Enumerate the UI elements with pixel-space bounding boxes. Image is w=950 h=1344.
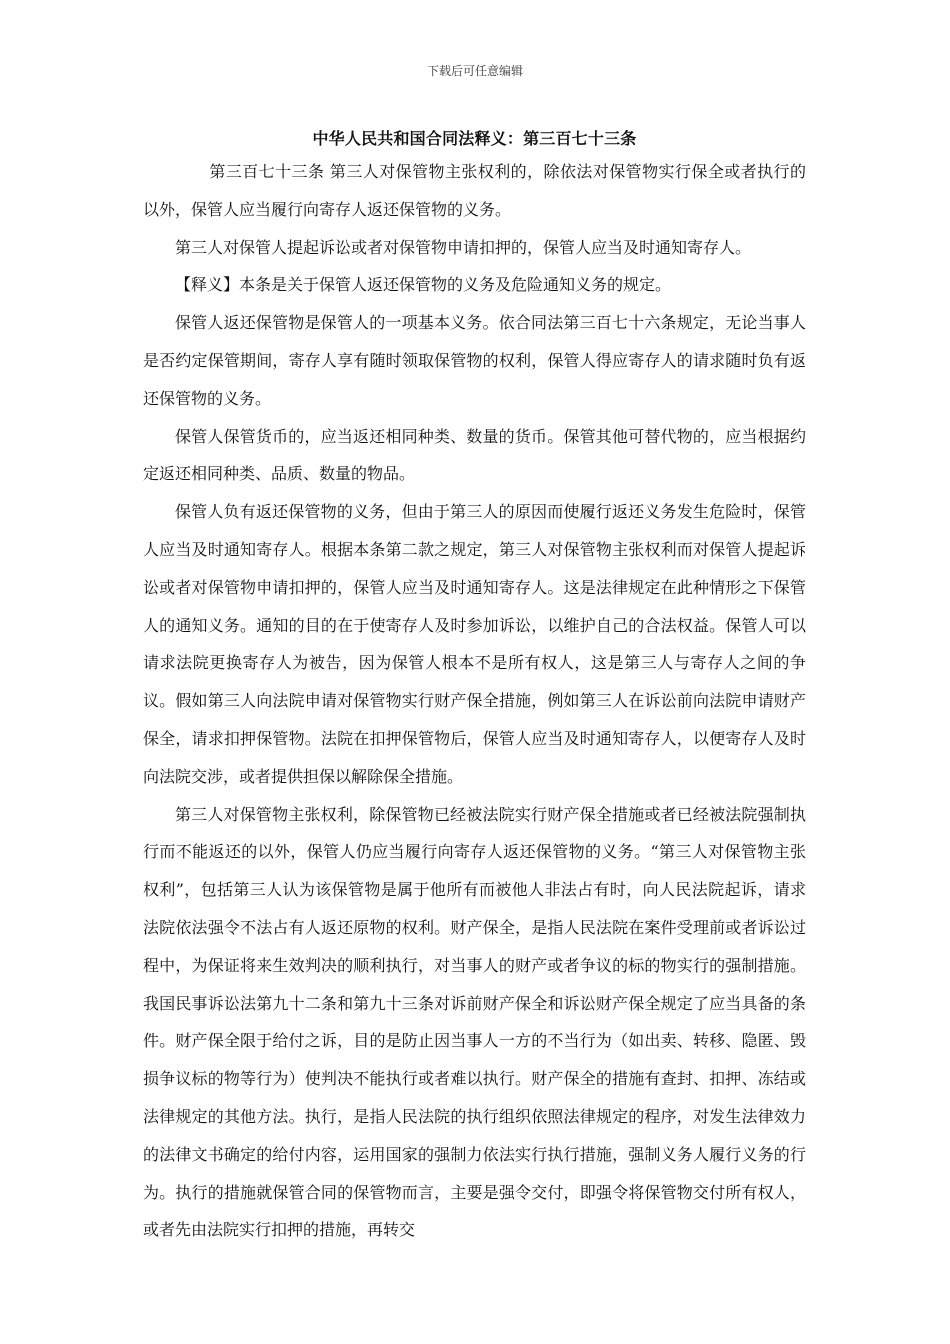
paragraph-return-obligation: 保管人返还保管物是保管人的一项基本义务。依合同法第三百七十六条规定，无论当事人是否约定保管期间，寄存人享有随时领取保管物的权利，保管人得应寄存人的请求随时负有返还保管物的义务。 bbox=[143, 313, 806, 408]
header-note: 下载后可任意编辑 bbox=[426, 64, 523, 78]
paragraph-notification-duty: 保管人负有返还保管物的义务，但由于第三人的原因而使履行返还义务发生危险时，保管人应当及时通知寄存人。根据本条第二款之规定，第三人对保管物主张权利而对保管人提起诉讼或者对保管物申请扣押的，保管人应当及时通知寄存人。这是法律规定在此种情形之下保管人的通知义务。通知的目的在于使寄存人及时参加诉讼，以维护自己的合法权益。保管人可以请求法院更换寄存人为被告，因为保管人根本不是所有权人，这是第三人与寄存人之间的争议。假如第三人向法院申请对保管物实行财产保全措施，例如第三人在诉讼前向法院申请财产保全，请求扣押保管物。法院在扣押保管物后，保管人应当及时通知寄存人，以便寄存人及时向法院交涉，或者提供担保以解除保全措施。 bbox=[143, 502, 806, 786]
paragraph-article-second-clause: 第三人对保管人提起诉讼或者对保管物申请扣押的，保管人应当及时通知寄存人。 bbox=[175, 237, 752, 257]
document-title: 中华人民共和国合同法释义：第三百七十三条 bbox=[312, 129, 637, 148]
paragraph-currency-return: 保管人保管货币的，应当返还相同种类、数量的货币。保管其他可替代物的，应当根据约定返还相同种类、品质、数量的物品。 bbox=[143, 426, 806, 484]
paragraph-interpretation-intro: 【释义】本条是关于保管人返还保管物的义务及危险通知义务的规定。 bbox=[175, 275, 672, 295]
document-body bbox=[143, 153, 806, 1249]
paragraph-third-party-claims: 第三人对保管物主张权利，除保管物已经被法院实行财产保全措施或者已经被法院强制执行而不能返还的以外，保管人仍应当履行向寄存人返还保管物的义务。“第三人对保管物主张权利”，包括第三人认为该保管物是属于他所有而被他人非法占有时，向人民法院起诉，请求法院依法强令不法占有人返还原物的权利。财产保全，是指人民法院在案件受理前或者诉讼过程中，为保证将来生效判决的顺利执行，对当事人的财产或者争议的标的物实行的强制措施。我国民事诉讼法第九十二条和第九十三条对诉前财产保全和诉讼财产保全规定了应当具备的条件。财产保全限于给付之诉，目的是防止因当事人一方的不当行为（如出卖、转移、隐匿、毁损争议标的物等行为）使判决不能执行或者难以执行。财产保全的措施有查封、扣押、冻结或法律规定的其他方法。执行，是指人民法院的执行组织依照法律规定的程序，对发生法律效力的法律文书确定的给付内容，运用国家的强制力依法实行执行措施，强制义务人履行义务的行为。执行的措施就保管合同的保管物而言，主要是强令交付，即强令将保管物交付所有权人，或者先由法院实行扣押的措施，再转交 bbox=[143, 804, 806, 1240]
paragraph-article-text: 第三百七十三条 第三人对保管物主张权利的，除依法对保管物实行保全或者执行的以外，保管人应当履行向寄存人返还保管物的义务。 bbox=[143, 162, 806, 219]
